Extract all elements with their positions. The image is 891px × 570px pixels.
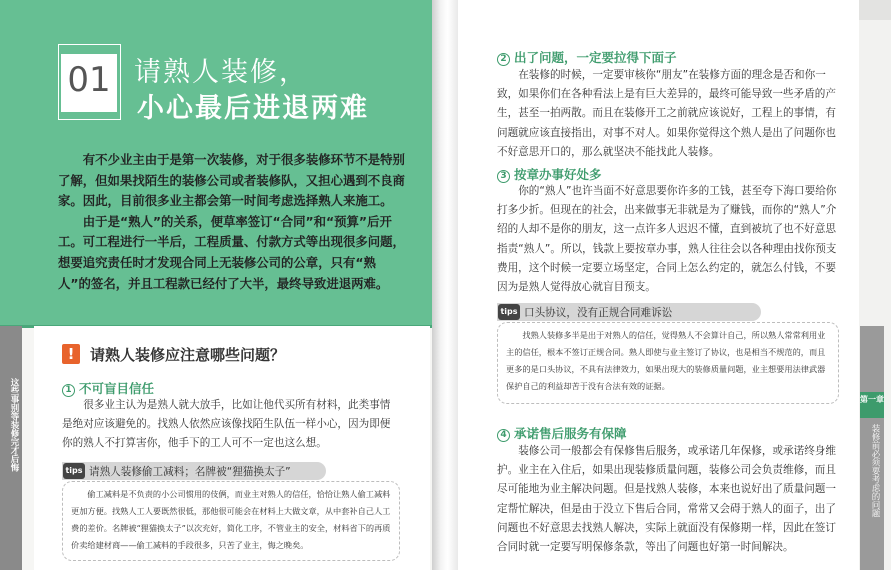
right-spine — [860, 326, 884, 392]
tips-tag: tips — [63, 463, 85, 479]
number-circle: 3 — [497, 170, 510, 183]
subheading-title: 出了问题，一定要拉得下面子 — [514, 50, 677, 65]
number-circle: 4 — [497, 429, 510, 442]
right-margin-top — [859, 0, 891, 20]
subheading-3-text: 你的“熟人”也许当面不好意思要你许多的工钱，甚至夸下海口要给你打多少折。但现在的社会，出来做事无非就是为了赚钱，而你的“熟人”介绍的人却不是你的朋友，这一点许多人迟迟不懂，直到被坑了也不好意思指责“熟人”。所以，钱款上要按章办事，熟人往往会以各种理由找你预支费用，这个时候一定要立场坚定，合同上怎么约定的，就怎么付钱，不要因为是熟人觉得放心就盲目预支。 — [497, 185, 837, 294]
subheading-title: 不可盲目信任 — [79, 381, 155, 396]
subheading-2-text: 在装修的时候，一定要审核你“朋友”在装修方面的理念是否和你一致，如果你们在各种看法上是有巨大差异的，最终可能导致一些矛盾的产生，甚至一拍两散。而且在装修开工之前就应该说好，工程上的事情，有问题就应该直接指出，对事不对人。如果你觉得这个熟人是出了问题你也不好意思开口的，那么就坚决不能找此人装修。 — [497, 69, 836, 158]
chapter-tab: 第一章 — [860, 392, 884, 418]
subheading-4-text: 装修公司一般都会有保修售后服务，或承诺几年保修，或承诺终身维护。业主在入住后，如果出现装修质量问题，装修公司会负责维修，而且尽可能地为业主解决问题。但是找熟人装修，本来也说好出了质量问题一定帮忙解决，但是由于没立下售后合同，常常又会碍于熟人的面子，出了问题也不好意思去找熟人解决，实际上就面没有保修期一样，因此在签订合同时就一定要写明保修条款，等出了问题也好第一时间解决。 — [497, 445, 836, 554]
tips-title: 请熟人装修偷工减料；名牌被“狸猫换太子” — [89, 466, 291, 478]
chapter-number: 01 — [67, 60, 111, 100]
tips-tag: tips — [498, 304, 520, 320]
book-gutter — [432, 0, 458, 570]
intro-paragraph: 由于是“熟人”的关系，便草率签订“合同”和“预算”后开工。可工程进行一半后，工程质量、付款方式等出现很多问题，想要追究责任时才发现合同上无装修公司的公章，只有“熟人”的签名，并且工程款已经付了大半，最终导致进退两难。 — [58, 213, 405, 291]
subheading-1 — [62, 379, 154, 397]
chapter-title-line2: 小心最后进退两难 — [137, 93, 369, 124]
subheading-title: 按章办事好处多 — [514, 167, 602, 182]
subheading-4 — [497, 424, 627, 442]
tips-text: 偷工减料是不负责的小公司惯用的伎俩，而业主对熟人的信任，恰恰让熟人偷工减料更加方便。找熟人工人要既然很低，那他很可能会在材料上大做文章，从中套补自己人工费的差价。名牌被“狸猫换太子”以次充好，简化工序，不管业主的安全，材料省下的再质价卖给建材商——偷工减料的手段很多，只苦了业主，悔之晚矣。 — [62, 481, 400, 561]
right-spine-text: 装修前必须要考虑的问题 — [870, 424, 880, 518]
tips-text: 找熟人装修多半是出于对熟人的信任，觉得熟人不会算计自己，所以熟人常常利用业主的信任，根本不签订正规合同。熟人即使与业主签订了协议，也是相当不规范的，而且更多的是口头协议，不具有法律效力，如果出现大的装修质量问题，业主想要用法律武器保护自己的利益却苦于没有合法有效的证据。 — [497, 322, 839, 404]
subheading-2 — [497, 48, 677, 66]
chapter-title-line1: 请熟人装修， — [134, 57, 308, 88]
subheading-1-text: 很多业主认为是熟人就大放手，比如让他代买所有材料，此类事情是绝对应该避免的。找熟人依然应该像找陌生队伍一样小心，因为即便你的熟人不打算害你，他手下的工人可不一定也这么想。 — [62, 399, 391, 450]
left-spine-text: 这些事别等装修完才后悔 — [9, 378, 19, 472]
subheading-3 — [497, 165, 602, 183]
tips-title: 口头协议，没有正规合同难诉讼 — [524, 307, 673, 319]
intro-text — [58, 150, 406, 294]
number-circle: 1 — [62, 384, 75, 397]
intro-paragraph: 有不少业主由于是第一次装修，对于很多装修环节不是特别了解，但如果找陌生的装修公司或者装修队，又担心遇到不良商家。因此，目前很多业主都会第一时间考虑选择熟人来施工。 — [58, 152, 405, 209]
warning-icon: ! — [62, 344, 80, 364]
subheading-title: 承诺售后服务有保障 — [514, 426, 627, 441]
card-heading: 请熟人装修应注意哪些问题？ — [90, 346, 286, 364]
number-circle: 2 — [497, 53, 510, 66]
